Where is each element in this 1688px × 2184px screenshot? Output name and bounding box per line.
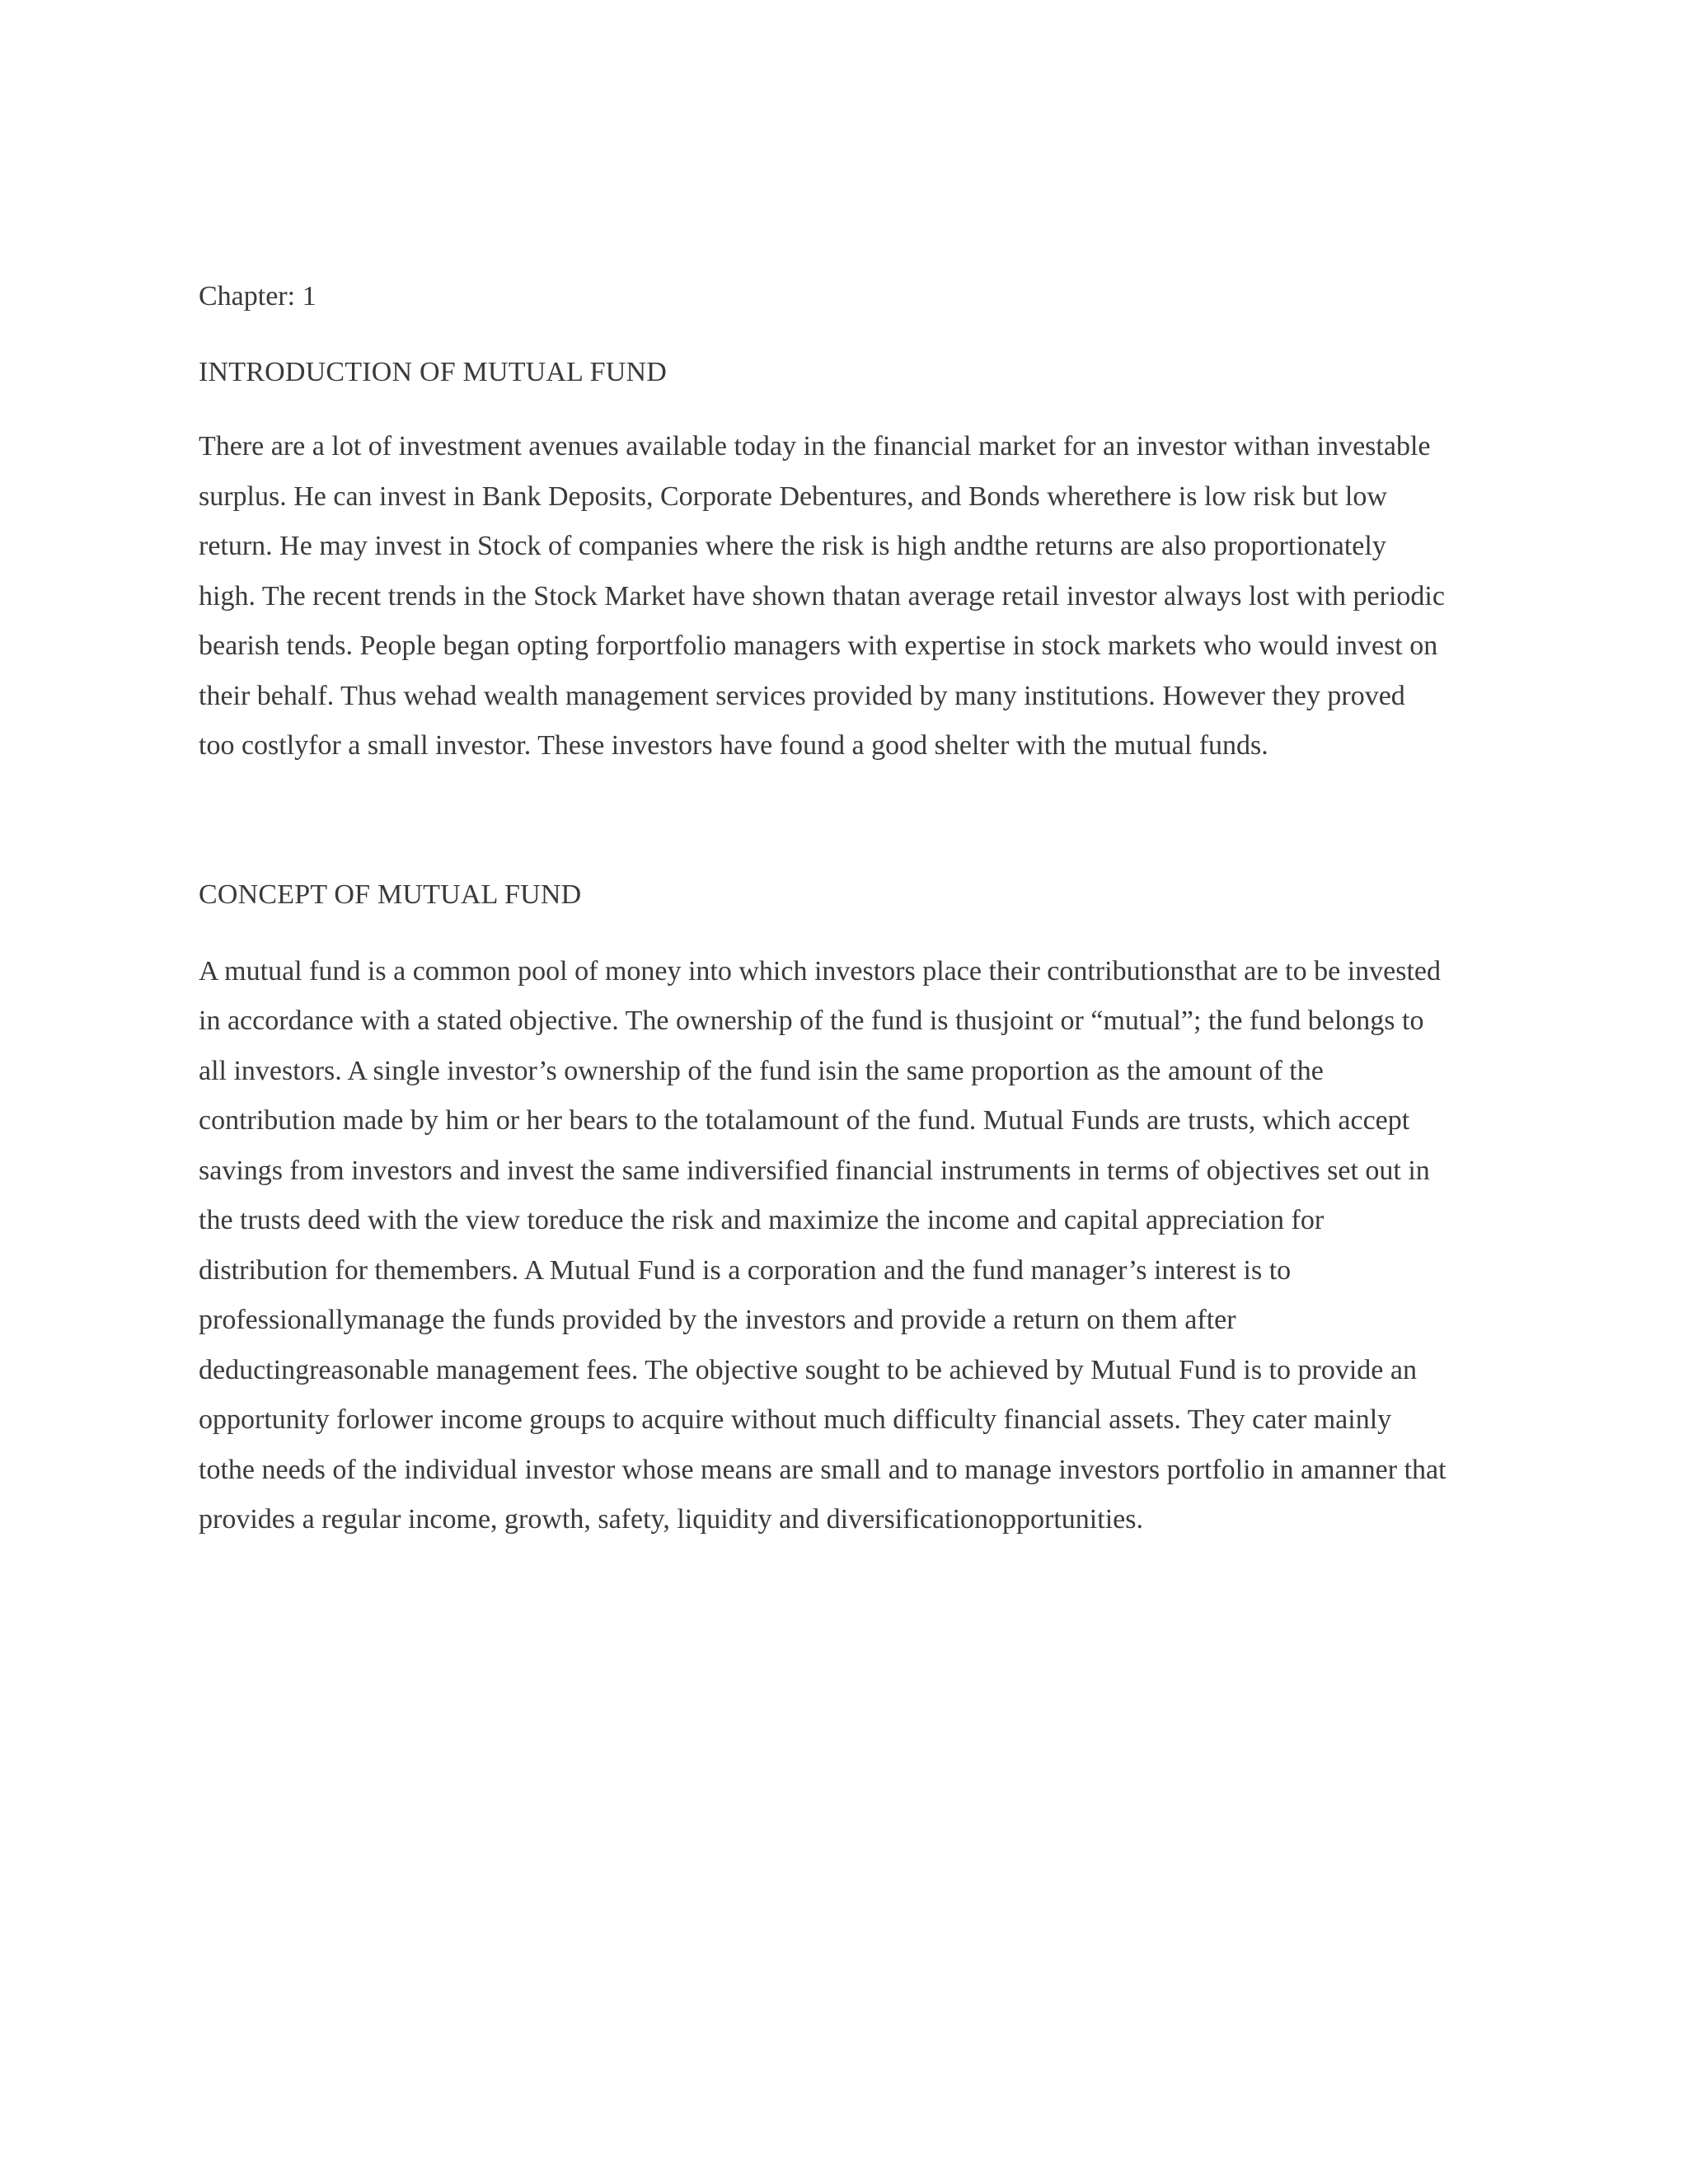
paragraph-line: tothe needs of the individual investor whose means are small and to manage investors portfolio in amanner that [199,1454,1447,1485]
concept-paragraph [199,947,1484,1545]
section-heading-concept: CONCEPT OF MUTUAL FUND [199,879,582,910]
paragraph-line: savings from investors and invest the same indiversified financial instruments in terms of objectives set out in [199,1155,1430,1186]
paragraph-line: A mutual fund is a common pool of money into which investors place their contributionsthat are to be invested [199,955,1442,987]
paragraph-line: too costlyfor a small investor. These investors have found a good shelter with the mutual funds. [199,730,1268,761]
paragraph-line: the trusts deed with the view toreduce the risk and maximize the income and capital appreciation for [199,1205,1325,1235]
paragraph-line: provides a regular income, growth, safety, liquidity and diversificationopportunities. [199,1504,1143,1535]
paragraph-line: deductingreasonable management fees. The objective sought to be achieved by Mutual Fund is to provide an [199,1354,1417,1385]
paragraph-line: opportunity forlower income groups to acquire without much difficulty financial assets. They cater mainly [199,1404,1392,1435]
paragraph-line: return. He may invest in Stock of companies where the risk is high andthe returns are also proportionately [199,531,1386,561]
paragraph-line: their behalf. Thus wehad wealth management services provided by many institutions. However they proved [199,680,1405,711]
introduction-paragraph [199,422,1484,771]
paragraph-line: professionallymanage the funds provided by the investors and provide a return on them after [199,1305,1236,1335]
paragraph-line: contribution made by him or her bears to the totalamount of the fund. Mutual Funds are trusts, which accept [199,1105,1410,1136]
paragraph-line: in accordance with a stated objective. The ownership of the fund is thusjoint or “mutual”; the fund belongs to [199,1005,1424,1036]
chapter-label: Chapter: 1 [199,281,316,312]
section-heading-introduction: INTRODUCTION OF MUTUAL FUND [199,357,667,387]
paragraph-line: There are a lot of investment avenues available today in the financial market for an investor withan investable [199,431,1431,462]
paragraph-line: all investors. A single investor’s ownership of the fund isin the same proportion as the amount of the [199,1055,1324,1086]
paragraph-line: distribution for themembers. A Mutual Fund is a corporation and the fund manager’s interest is to [199,1254,1292,1286]
paragraph-line: surplus. He can invest in Bank Deposits, Corporate Debentures, and Bonds wherethere is low risk but low [199,480,1387,512]
paragraph-line: high. The recent trends in the Stock Market have shown thatan average retail investor always lost with periodic [199,580,1445,612]
paragraph-line: bearish tends. People began opting forportfolio managers with expertise in stock markets who would invest on [199,630,1438,661]
document-content [199,280,1484,1545]
